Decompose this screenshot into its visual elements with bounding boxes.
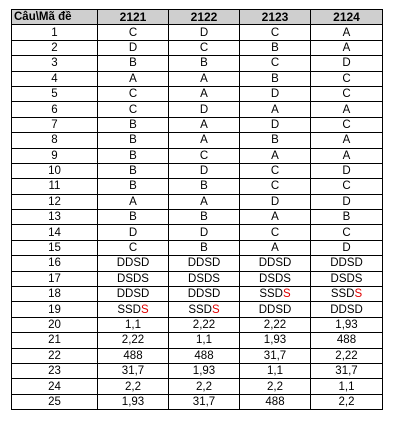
answer-cell: 2,2 [240, 379, 311, 394]
question-number-cell: 19 [12, 302, 98, 317]
table-row [12, 394, 383, 409]
answer-cell: C [311, 117, 383, 132]
answer-cell: 1,93 [169, 363, 240, 378]
answer-cell [240, 287, 311, 302]
answer-cell: D [98, 40, 169, 55]
answer-cell: D [169, 163, 240, 178]
table-row [12, 25, 383, 40]
answer-cell: 31,7 [240, 348, 311, 363]
answer-cell: 2,2 [311, 394, 383, 409]
answer-cell: B [169, 179, 240, 194]
question-number-cell: 9 [12, 148, 98, 163]
table-row [12, 86, 383, 101]
table-row [12, 240, 383, 255]
question-number-cell: 16 [12, 256, 98, 271]
answer-cell: 1,93 [240, 333, 311, 348]
question-number-cell: 17 [12, 271, 98, 286]
table-row [12, 287, 383, 302]
question-number-cell: 14 [12, 225, 98, 240]
answer-cell: A [311, 102, 383, 117]
table-row [12, 179, 383, 194]
answer-cell: D [311, 240, 383, 255]
answer-cell: 488 [311, 333, 383, 348]
answer-cell [98, 302, 169, 317]
answer-cell: A [98, 71, 169, 86]
answer-cell: A [240, 240, 311, 255]
answer-cell: C [311, 225, 383, 240]
answer-cell: C [169, 40, 240, 55]
question-number-cell: 2 [12, 40, 98, 55]
question-number-cell: 15 [12, 240, 98, 255]
table-row [12, 148, 383, 163]
answer-cell: DDSD [98, 256, 169, 271]
answer-cell: A [169, 194, 240, 209]
question-number-cell: 23 [12, 363, 98, 378]
question-number-cell: 3 [12, 56, 98, 71]
answer-cell: B [240, 71, 311, 86]
question-number-cell: 20 [12, 317, 98, 332]
answer-cell: 2,22 [169, 317, 240, 332]
answer-cell: 488 [169, 348, 240, 363]
answer-cell: D [311, 194, 383, 209]
answer-cell: A [240, 148, 311, 163]
answer-cell: 31,7 [169, 394, 240, 409]
table-row [12, 363, 383, 378]
answer-cell: C [240, 163, 311, 178]
answer-cell: 2,2 [169, 379, 240, 394]
answer-cell: A [98, 194, 169, 209]
question-number-cell: 11 [12, 179, 98, 194]
answer-cell: A [169, 133, 240, 148]
answer-cell: A [311, 25, 383, 40]
answer-key-sheet [11, 9, 383, 410]
answer-cell: A [169, 117, 240, 132]
answer-cell: 1,1 [98, 317, 169, 332]
question-number-cell: 4 [12, 71, 98, 86]
question-number-cell: 21 [12, 333, 98, 348]
answer-cell: C [240, 225, 311, 240]
question-number-cell: 5 [12, 86, 98, 101]
answer-cell: C [311, 86, 383, 101]
answer-cell: 488 [240, 394, 311, 409]
table-row [12, 40, 383, 55]
question-number-cell: 25 [12, 394, 98, 409]
answer-cell: D [169, 102, 240, 117]
answer-cell: B [98, 179, 169, 194]
answer-cell: 1,1 [169, 333, 240, 348]
answer-cell: DDSD [169, 256, 240, 271]
answer-cell: B [98, 163, 169, 178]
answer-cell: C [98, 102, 169, 117]
answer-rows [12, 25, 383, 410]
table-row [12, 133, 383, 148]
answer-cell: A [169, 86, 240, 101]
answer-key-table [11, 9, 383, 410]
answer-cell: 488 [98, 348, 169, 363]
answer-cell: 2,22 [98, 333, 169, 348]
answer-cell: B [169, 240, 240, 255]
answer-cell: B [240, 133, 311, 148]
answer-cell: DDSD [240, 302, 311, 317]
answer-cell: A [311, 40, 383, 55]
answer-text: SSD [330, 288, 355, 301]
answer-cell: D [240, 194, 311, 209]
header-question-code: Câu\Mã đề [12, 10, 98, 25]
answer-cell: DDSD [311, 256, 383, 271]
highlighted-answer-char: S [282, 288, 291, 301]
answer-cell: B [98, 133, 169, 148]
question-number-cell: 12 [12, 194, 98, 209]
answer-cell: C [98, 86, 169, 101]
answer-cell: B [98, 56, 169, 71]
answer-text: SSD [259, 288, 283, 301]
table-row [12, 256, 383, 271]
header-code-2121: 2121 [98, 10, 169, 25]
answer-cell: A [311, 133, 383, 148]
table-row [12, 225, 383, 240]
table-row [12, 163, 383, 178]
answer-cell: B [98, 210, 169, 225]
question-number-cell: 1 [12, 25, 98, 40]
answer-cell: A [240, 210, 311, 225]
table-row [12, 56, 383, 71]
answer-cell: C [240, 56, 311, 71]
answer-cell: 2,22 [311, 348, 383, 363]
answer-cell: C [98, 240, 169, 255]
answer-cell: DDSD [311, 302, 383, 317]
highlighted-answer-char: S [354, 288, 363, 301]
answer-cell: 1,1 [311, 379, 383, 394]
answer-cell: D [169, 25, 240, 40]
answer-cell: DDSD [98, 287, 169, 302]
answer-cell: B [311, 210, 383, 225]
answer-cell: 1,93 [98, 394, 169, 409]
answer-cell: DSDS [169, 271, 240, 286]
answer-cell: DSDS [98, 271, 169, 286]
header-code-2124: 2124 [311, 10, 383, 25]
answer-cell: C [311, 71, 383, 86]
answer-cell: C [311, 179, 383, 194]
table-row [12, 302, 383, 317]
answer-cell: B [98, 148, 169, 163]
answer-cell: B [169, 210, 240, 225]
highlighted-answer-char: S [140, 303, 149, 316]
table-row [12, 317, 383, 332]
answer-cell: D [311, 163, 383, 178]
answer-cell: D [240, 86, 311, 101]
answer-cell: B [240, 40, 311, 55]
table-row [12, 210, 383, 225]
answer-cell: 31,7 [311, 363, 383, 378]
table-row [12, 333, 383, 348]
answer-cell: D [169, 225, 240, 240]
header-code-2123: 2123 [240, 10, 311, 25]
header-code-2122: 2122 [169, 10, 240, 25]
answer-cell: DSDS [311, 271, 383, 286]
answer-cell: D [311, 56, 383, 71]
table-row [12, 102, 383, 117]
answer-cell [311, 287, 383, 302]
table-row [12, 348, 383, 363]
answer-text: SSD [188, 303, 212, 316]
answer-cell: 1,93 [311, 317, 383, 332]
answer-cell: D [240, 117, 311, 132]
answer-cell: C [169, 148, 240, 163]
answer-cell: B [169, 56, 240, 71]
table-row [12, 194, 383, 209]
answer-cell: B [98, 117, 169, 132]
answer-cell [169, 302, 240, 317]
highlighted-answer-char: S [211, 303, 220, 316]
header-row [12, 10, 383, 25]
answer-cell: 1,1 [240, 363, 311, 378]
table-row [12, 71, 383, 86]
answer-cell: C [240, 25, 311, 40]
question-number-cell: 10 [12, 163, 98, 178]
answer-cell: DDSD [169, 287, 240, 302]
answer-cell: DDSD [240, 256, 311, 271]
question-number-cell: 8 [12, 133, 98, 148]
answer-text: SSD [117, 303, 141, 316]
question-number-cell: 7 [12, 117, 98, 132]
answer-cell: A [169, 71, 240, 86]
answer-cell: C [98, 25, 169, 40]
question-number-cell: 24 [12, 379, 98, 394]
question-number-cell: 6 [12, 102, 98, 117]
question-number-cell: 18 [12, 287, 98, 302]
answer-cell: A [311, 148, 383, 163]
question-number-cell: 22 [12, 348, 98, 363]
answer-cell: 2,2 [98, 379, 169, 394]
answer-cell: C [240, 179, 311, 194]
table-row [12, 117, 383, 132]
table-row [12, 271, 383, 286]
table-row [12, 379, 383, 394]
answer-cell: D [98, 225, 169, 240]
answer-cell: DSDS [240, 271, 311, 286]
answer-cell: A [240, 102, 311, 117]
question-number-cell: 13 [12, 210, 98, 225]
answer-cell: 2,22 [240, 317, 311, 332]
answer-cell: 31,7 [98, 363, 169, 378]
